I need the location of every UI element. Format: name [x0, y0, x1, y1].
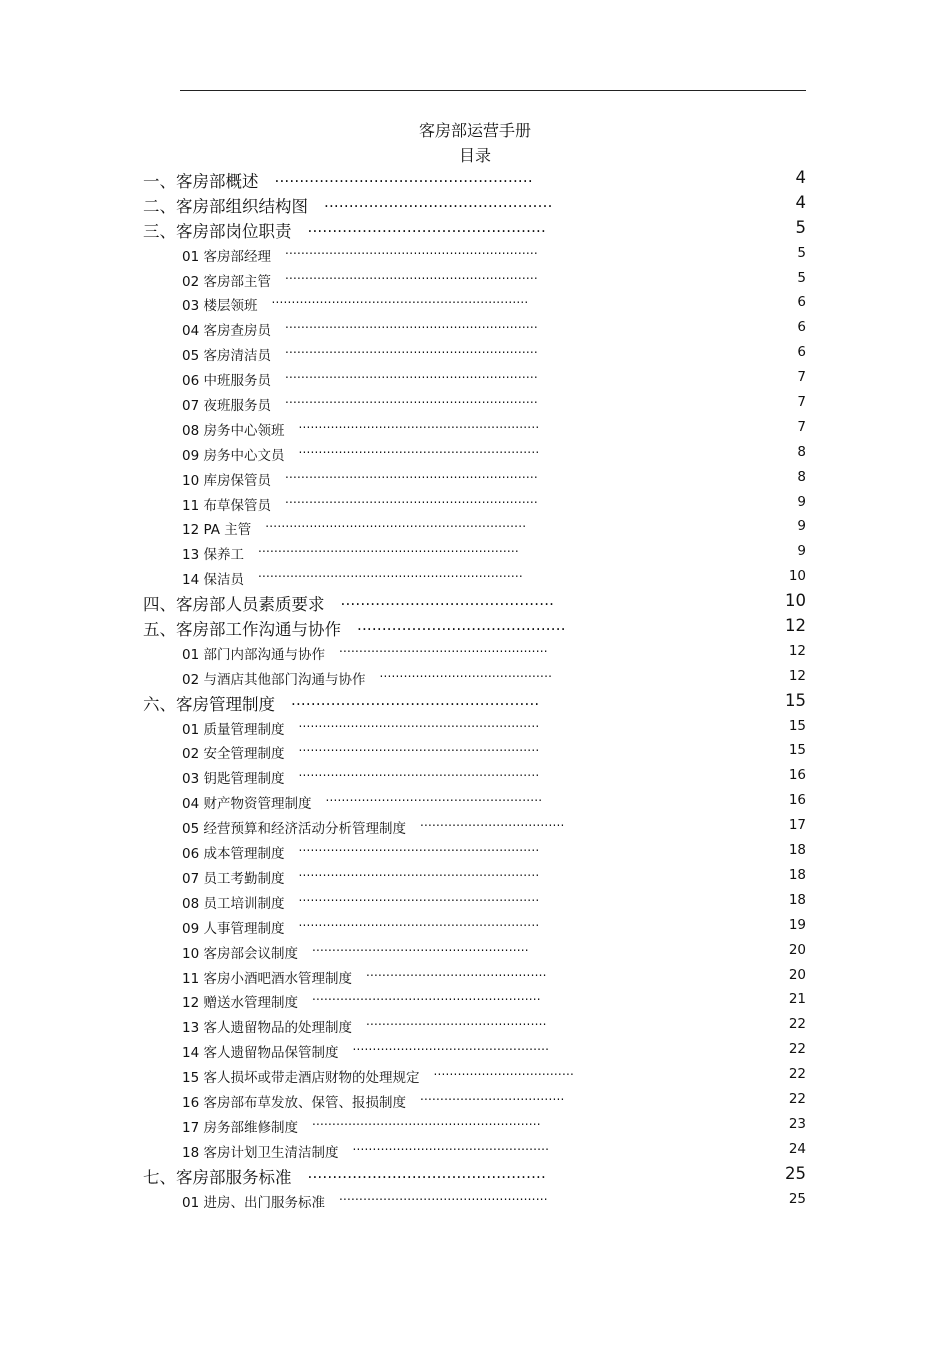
toc-entry-label: 07 员工考勤制度	[182, 870, 285, 887]
toc-entry-label: 03 楼层领班	[182, 298, 258, 315]
toc-leader-dots: ...........................................	[340, 591, 555, 610]
toc-leader-dots: .................................................	[352, 1138, 550, 1153]
toc-leader-dots: ......................................................	[325, 790, 543, 805]
toc-page-number: 22	[788, 1016, 806, 1033]
toc-page-number: 24	[788, 1140, 806, 1157]
toc-leader-dots: ...............................................................	[284, 491, 538, 506]
toc-page-number: 23	[788, 1115, 806, 1132]
toc-entry-label: 12 赠送水管理制度	[182, 995, 298, 1012]
toc-entry-label: 11 布草保管员	[182, 497, 271, 514]
toc-page-number: 15	[785, 690, 806, 710]
toc-subsection-row[interactable]	[0, 1138, 950, 1163]
toc-section-row[interactable]	[0, 217, 950, 242]
toc-page-number: 5	[797, 244, 806, 261]
toc-page-number: 15	[788, 742, 806, 759]
toc-leader-dots: ...............................................................	[284, 267, 538, 282]
toc-page-number: 20	[788, 941, 806, 958]
toc-leader-dots: ...............................................................	[284, 466, 538, 481]
toc-leader-dots: ............................................................	[298, 840, 540, 855]
toc-entry-label: 10 库房保管员	[182, 472, 271, 489]
toc-page-number: 9	[797, 543, 806, 560]
toc-leader-dots: ....................................	[419, 815, 565, 830]
toc-page-number: 16	[788, 767, 806, 784]
toc-subsection-row[interactable]	[0, 466, 950, 491]
toc-entry-label: 13 保养工	[182, 547, 244, 564]
toc-entry-label: 15 客人损坏或带走酒店财物的处理规定	[182, 1070, 420, 1087]
toc-leader-dots: ............................................................	[298, 864, 540, 879]
toc-page-number: 9	[797, 493, 806, 510]
toc-page-number: 10	[788, 568, 806, 585]
toc-page-number: 21	[788, 991, 806, 1008]
toc-entry-label: 14 保洁员	[182, 572, 244, 589]
toc-leader-dots: .................................................................	[257, 541, 519, 556]
toc-entry-label: 05 经营预算和经济活动分析管理制度	[182, 821, 406, 838]
toc-page-number: 12	[788, 667, 806, 684]
toc-section-row[interactable]	[0, 192, 950, 217]
toc-page-number: 5	[797, 269, 806, 286]
toc-entry-label: 01 部门内部沟通与协作	[182, 646, 325, 663]
toc-subsection-row[interactable]	[0, 515, 950, 540]
toc-page-number: 17	[788, 817, 806, 834]
toc-entry-label: 一、客房部概述	[143, 172, 259, 191]
toc-subsection-row[interactable]	[0, 291, 950, 316]
toc-section-row[interactable]	[0, 590, 950, 615]
toc-page-number: 8	[797, 443, 806, 460]
toc-leader-dots: ............................................................	[298, 416, 540, 431]
toc-subsection-row[interactable]	[0, 789, 950, 814]
toc-subsection-row[interactable]	[0, 964, 950, 989]
toc-page-number: 16	[788, 792, 806, 809]
toc-leader-dots: ................................................	[307, 217, 546, 236]
toc-subsection-row[interactable]	[0, 914, 950, 939]
toc-leader-dots: ....................................................	[338, 1188, 548, 1203]
toc-entry-label: 07 夜班服务员	[182, 398, 271, 415]
toc-entry-label: 11 客房小酒吧酒水管理制度	[182, 970, 352, 987]
toc-entry-label: 13 客人遗留物品的处理制度	[182, 1020, 352, 1037]
toc-subsection-row[interactable]	[0, 1113, 950, 1138]
toc-leader-dots: ...............................................................	[284, 242, 538, 257]
toc-page-number: 22	[788, 1090, 806, 1107]
toc-page-number: 25	[788, 1190, 806, 1207]
toc-subsection-row[interactable]	[0, 242, 950, 267]
toc-leader-dots: ..................................................	[291, 690, 540, 709]
toc-leader-dots: ..............................................	[324, 192, 553, 211]
toc-page-number: 20	[788, 966, 806, 983]
toc-page-number: 7	[797, 394, 806, 411]
toc-subsection-row[interactable]	[0, 764, 950, 789]
toc-section-row[interactable]	[0, 167, 950, 192]
toc-leader-dots: ..................................................................	[257, 566, 523, 581]
toc-subsection-row[interactable]	[0, 267, 950, 292]
toc-subsection-row[interactable]	[0, 665, 950, 690]
toc-page-number: 12	[788, 642, 806, 659]
toc-page-number: 18	[788, 866, 806, 883]
toc-subsection-row[interactable]	[0, 1088, 950, 1113]
toc-page-number: 8	[797, 468, 806, 485]
toc-subsection-row[interactable]	[0, 1038, 950, 1063]
toc-entry-label: 五、客房部工作沟通与协作	[143, 620, 341, 640]
toc-leader-dots: ...............................................................	[284, 392, 538, 407]
toc-leader-dots: .........................................................	[311, 989, 541, 1004]
toc-entry-label: 三、客房部岗位职责	[143, 221, 292, 241]
toc-entry-label: 04 财产物资管理制度	[182, 796, 312, 813]
toc-leader-dots: ............................................................	[298, 740, 540, 755]
toc-subsection-row[interactable]	[0, 366, 950, 391]
toc-subsection-row[interactable]	[0, 1063, 950, 1088]
toc-entry-label: 17 房务部维修制度	[182, 1119, 298, 1136]
toc-entry-label: 03 钥匙管理制度	[182, 771, 285, 788]
toc-page-number: 22	[788, 1066, 806, 1083]
toc-leader-dots: ............................................................	[298, 765, 540, 780]
toc-subsection-row[interactable]	[0, 864, 950, 889]
toc-page-number: 6	[797, 344, 806, 361]
toc-entry-label: 12 PA 主管	[182, 522, 252, 539]
toc-leader-dots: ............................................................	[298, 441, 540, 456]
table-of-contents	[0, 167, 950, 1212]
toc-page-number: 6	[797, 319, 806, 336]
toc-leader-dots: ............................................................	[298, 715, 540, 730]
toc-leader-dots: ....................................................	[338, 640, 548, 655]
toc-subsection-row[interactable]	[0, 988, 950, 1013]
toc-subsection-row[interactable]	[0, 341, 950, 366]
toc-entry-label: 六、客房管理制度	[143, 694, 275, 714]
toc-subsection-row[interactable]	[0, 1013, 950, 1038]
toc-entry-label: 01 客房部经理	[182, 248, 271, 265]
toc-leader-dots: ...........................................	[379, 665, 553, 680]
toc-entry-label: 四、客房部人员素质要求	[143, 595, 325, 615]
toc-leader-dots: ....................................	[419, 1088, 565, 1103]
toc-page-number: 5	[795, 217, 806, 237]
toc-page-number: 18	[788, 842, 806, 859]
toc-leader-dots: ....................................................	[274, 168, 533, 186]
toc-section-row[interactable]	[0, 690, 950, 715]
toc-page-number: 9	[797, 518, 806, 535]
document-title: 客房部运营手册	[418, 121, 531, 140]
toc-page-number: 7	[797, 369, 806, 386]
toc-leader-dots: .................................................................	[265, 516, 527, 531]
toc-entry-label: 09 房务中心文员	[182, 447, 285, 464]
toc-section-row[interactable]	[0, 1163, 950, 1188]
toc-subsection-row[interactable]	[0, 391, 950, 416]
toc-page-number: 12	[785, 616, 806, 636]
toc-entry-label: 02 与酒店其他部门沟通与协作	[182, 671, 366, 688]
toc-leader-dots: .........................................................	[311, 1113, 541, 1128]
toc-entry-label: 04 客房查房员	[182, 323, 271, 340]
toc-leader-dots: ...............................................................	[284, 342, 538, 357]
toc-entry-label: 二、客房部组织结构图	[143, 196, 308, 216]
toc-page-number: 4	[795, 168, 806, 187]
toc-leader-dots: .............................................	[365, 964, 547, 979]
toc-entry-label: 08 房务中心领班	[182, 422, 285, 439]
toc-section-row[interactable]	[0, 615, 950, 640]
toc-leader-dots: ...............................................................	[284, 317, 538, 332]
toc-page-number: 19	[788, 916, 806, 933]
toc-leader-dots: ............................................................	[298, 914, 540, 929]
toc-page-number: 10	[785, 591, 806, 611]
toc-entry-label: 01 质量管理制度	[182, 721, 285, 738]
toc-heading: 目录	[458, 146, 491, 165]
toc-page-number: 22	[788, 1041, 806, 1058]
toc-subsection-row[interactable]	[0, 540, 950, 565]
toc-entry-label: 01 进房、出门服务标准	[182, 1194, 325, 1211]
toc-subsection-row[interactable]	[0, 715, 950, 740]
header-rule	[180, 90, 806, 91]
toc-subsection-row[interactable]	[0, 814, 950, 839]
toc-subsection-row[interactable]	[0, 839, 950, 864]
toc-page-number: 15	[788, 717, 806, 734]
toc-subsection-row[interactable]	[0, 640, 950, 665]
toc-page-number: 4	[795, 192, 806, 212]
toc-entry-label: 18 客房计划卫生清洁制度	[182, 1144, 339, 1161]
toc-subsection-row[interactable]	[0, 565, 950, 590]
toc-entry-label: 02 客房部主管	[182, 273, 271, 290]
toc-subsection-row[interactable]	[0, 416, 950, 441]
toc-leader-dots: ............................................................	[298, 889, 540, 904]
toc-entry-label: 09 人事管理制度	[182, 920, 285, 937]
toc-subsection-row[interactable]	[0, 316, 950, 341]
toc-subsection-row[interactable]	[0, 491, 950, 516]
toc-leader-dots: ...............................................................	[284, 367, 538, 382]
toc-leader-dots: .............................................	[365, 1014, 547, 1029]
toc-entry-label: 七、客房部服务标准	[143, 1167, 292, 1187]
toc-page-number: 18	[788, 891, 806, 908]
toc-subsection-row[interactable]	[0, 889, 950, 914]
toc-entry-label: 16 客房部布草发放、保管、报损制度	[182, 1094, 406, 1111]
toc-leader-dots: ................................................................	[271, 292, 529, 307]
toc-page-number: 6	[797, 294, 806, 311]
toc-leader-dots: ...................................	[433, 1064, 574, 1079]
toc-entry-label: 02 安全管理制度	[182, 746, 285, 763]
toc-leader-dots: .................................................	[352, 1039, 550, 1054]
toc-entry-label: 10 客房部会议制度	[182, 945, 298, 962]
toc-leader-dots: ......................................................	[311, 939, 529, 954]
toc-leader-dots: ................................................	[307, 1163, 546, 1182]
toc-page-number: 7	[797, 418, 806, 435]
toc-page-number: 25	[785, 1163, 806, 1183]
toc-subsection-row[interactable]	[0, 441, 950, 466]
toc-entry-label: 06 成本管理制度	[182, 846, 285, 863]
toc-entry-label: 06 中班服务员	[182, 373, 271, 390]
toc-subsection-row[interactable]	[0, 739, 950, 764]
toc-entry-label: 14 客人遗留物品保管制度	[182, 1045, 339, 1062]
toc-entry-label: 05 客房清洁员	[182, 348, 271, 365]
toc-entry-label: 08 员工培训制度	[182, 895, 285, 912]
toc-leader-dots: ..........................................	[357, 616, 566, 635]
toc-subsection-row[interactable]	[0, 1188, 950, 1213]
toc-subsection-row[interactable]	[0, 939, 950, 964]
